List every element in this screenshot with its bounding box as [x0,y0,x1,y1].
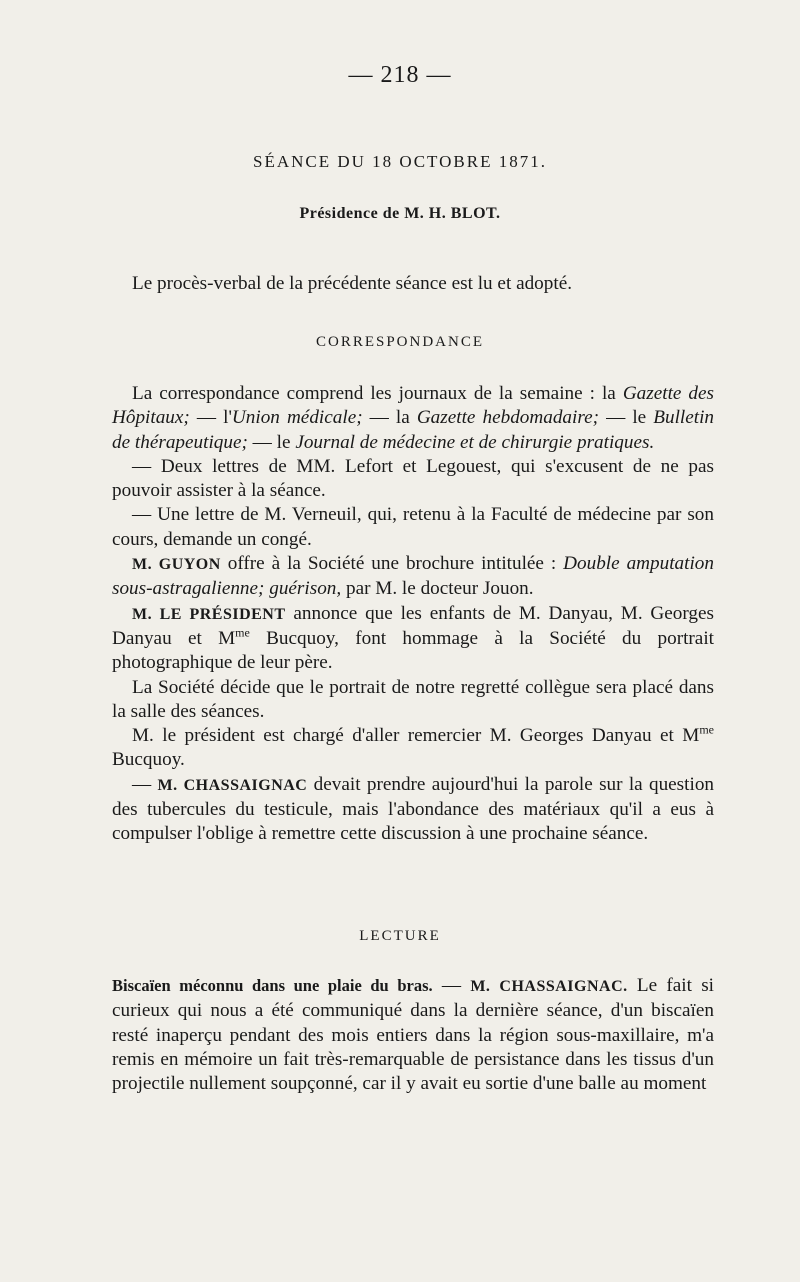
correspondance-paragraph-6: La Société décide que le portrait de notre regretté collègue sera placé dans la salle des séances. [112,676,714,722]
superscript: me [235,625,250,640]
lecture-paragraph-1 [112,974,714,1096]
case-title: Biscaïen méconnu dans une plaie du bras. [112,976,433,995]
superscript: me [699,722,714,737]
text-run: — le [599,407,654,429]
session-heading: SÉANCE DU 18 OCTOBRE 1871. [253,152,547,171]
text-run: par M. le docteur Jouon. [341,578,534,600]
correspondance-paragraph-8 [112,773,714,847]
journal-title: Union médicale; [231,407,363,429]
journal-title: Gazette hebdomadaire; [416,407,600,429]
text-run: annonce que les enfants de M. Danyau, M. Georges Danyau et M [112,602,714,649]
correspondance-body [112,382,714,847]
text-run: — l' [189,407,232,429]
text-run: — [132,773,158,795]
speaker-name: M. CHASSAIGNAC. [470,978,628,995]
speaker-name: M. LE PRÉSIDENT [132,605,286,623]
correspondance-paragraph-2: — Deux lettres de MM. Lefort et Legouest, qui s'excusent de ne pas pouvoir assister à la séance. [112,455,714,502]
correspondance-paragraph-5 [112,602,714,676]
brochure-title: Double amputation sous-astragalienne; guérison, [112,553,714,600]
correspondance-paragraph-1 [112,382,714,455]
presidence-line: Présidence de M. H. BLOT. [299,205,501,222]
lecture-title: LECTURE [359,928,441,944]
text-run: La correspondance comprend les journaux de la semaine : la [132,383,623,404]
text-run: — le [247,431,296,453]
text-run: — la [362,407,417,429]
correspondance-paragraph-4 [112,552,714,602]
text-run: devait prendre aujourd'hui la parole sur la question des tubercules du testicule, mais l'abondance des matériaux qu'il a eus à compulser l'oblige à remettre cette discussion à une prochaine séance. [112,773,715,845]
page-number: — 218 — [348,62,452,88]
speaker-name: M. CHASSAIGNAC [157,776,308,794]
lecture-body [112,974,714,1096]
journal-title: Journal de médecine et de chirurgie pratiques. [295,431,655,453]
correspondance-title: CORRESPONDANCE [315,334,485,350]
correspondance-paragraph-7 [112,724,714,773]
text-run: — [432,975,471,996]
text-run: Bucquoy, font hommage à la Société du portrait photographique de leur père. [112,627,714,674]
text-run: Bucquoy. [112,749,185,771]
proces-verbal-paragraph: Le procès-verbal de la précédente séance est lu et adopté. [132,273,573,294]
text-run: M. le président est chargé d'aller remercier M. Georges Danyau et M [132,725,700,747]
correspondance-paragraph-3: — Une lettre de M. Verneuil, qui, retenu à la Faculté de médecine par son cours, demande un congé. [112,504,714,550]
text-run: offre à la Société une brochure intitulée : [220,553,564,575]
journal-title: Bulletin de thérapeutique; [112,407,714,453]
journal-title: Gazette des Hôpitaux; [112,383,714,429]
proces-verbal-block [112,272,714,296]
text-run: Le fait si curieux qui nous a été communiqué dans la dernière séance, d'un biscaïen resté inaperçu pendant des mois entiers dans la région sous-maxillaire, m'a remis en mémoire un fait très-remarquable de persistance dans les tissus d'un projectile nullement soupçonné, car il y avait eu sortie d'une balle au moment [112,975,715,1095]
speaker-name: M. GUYON [132,556,221,574]
